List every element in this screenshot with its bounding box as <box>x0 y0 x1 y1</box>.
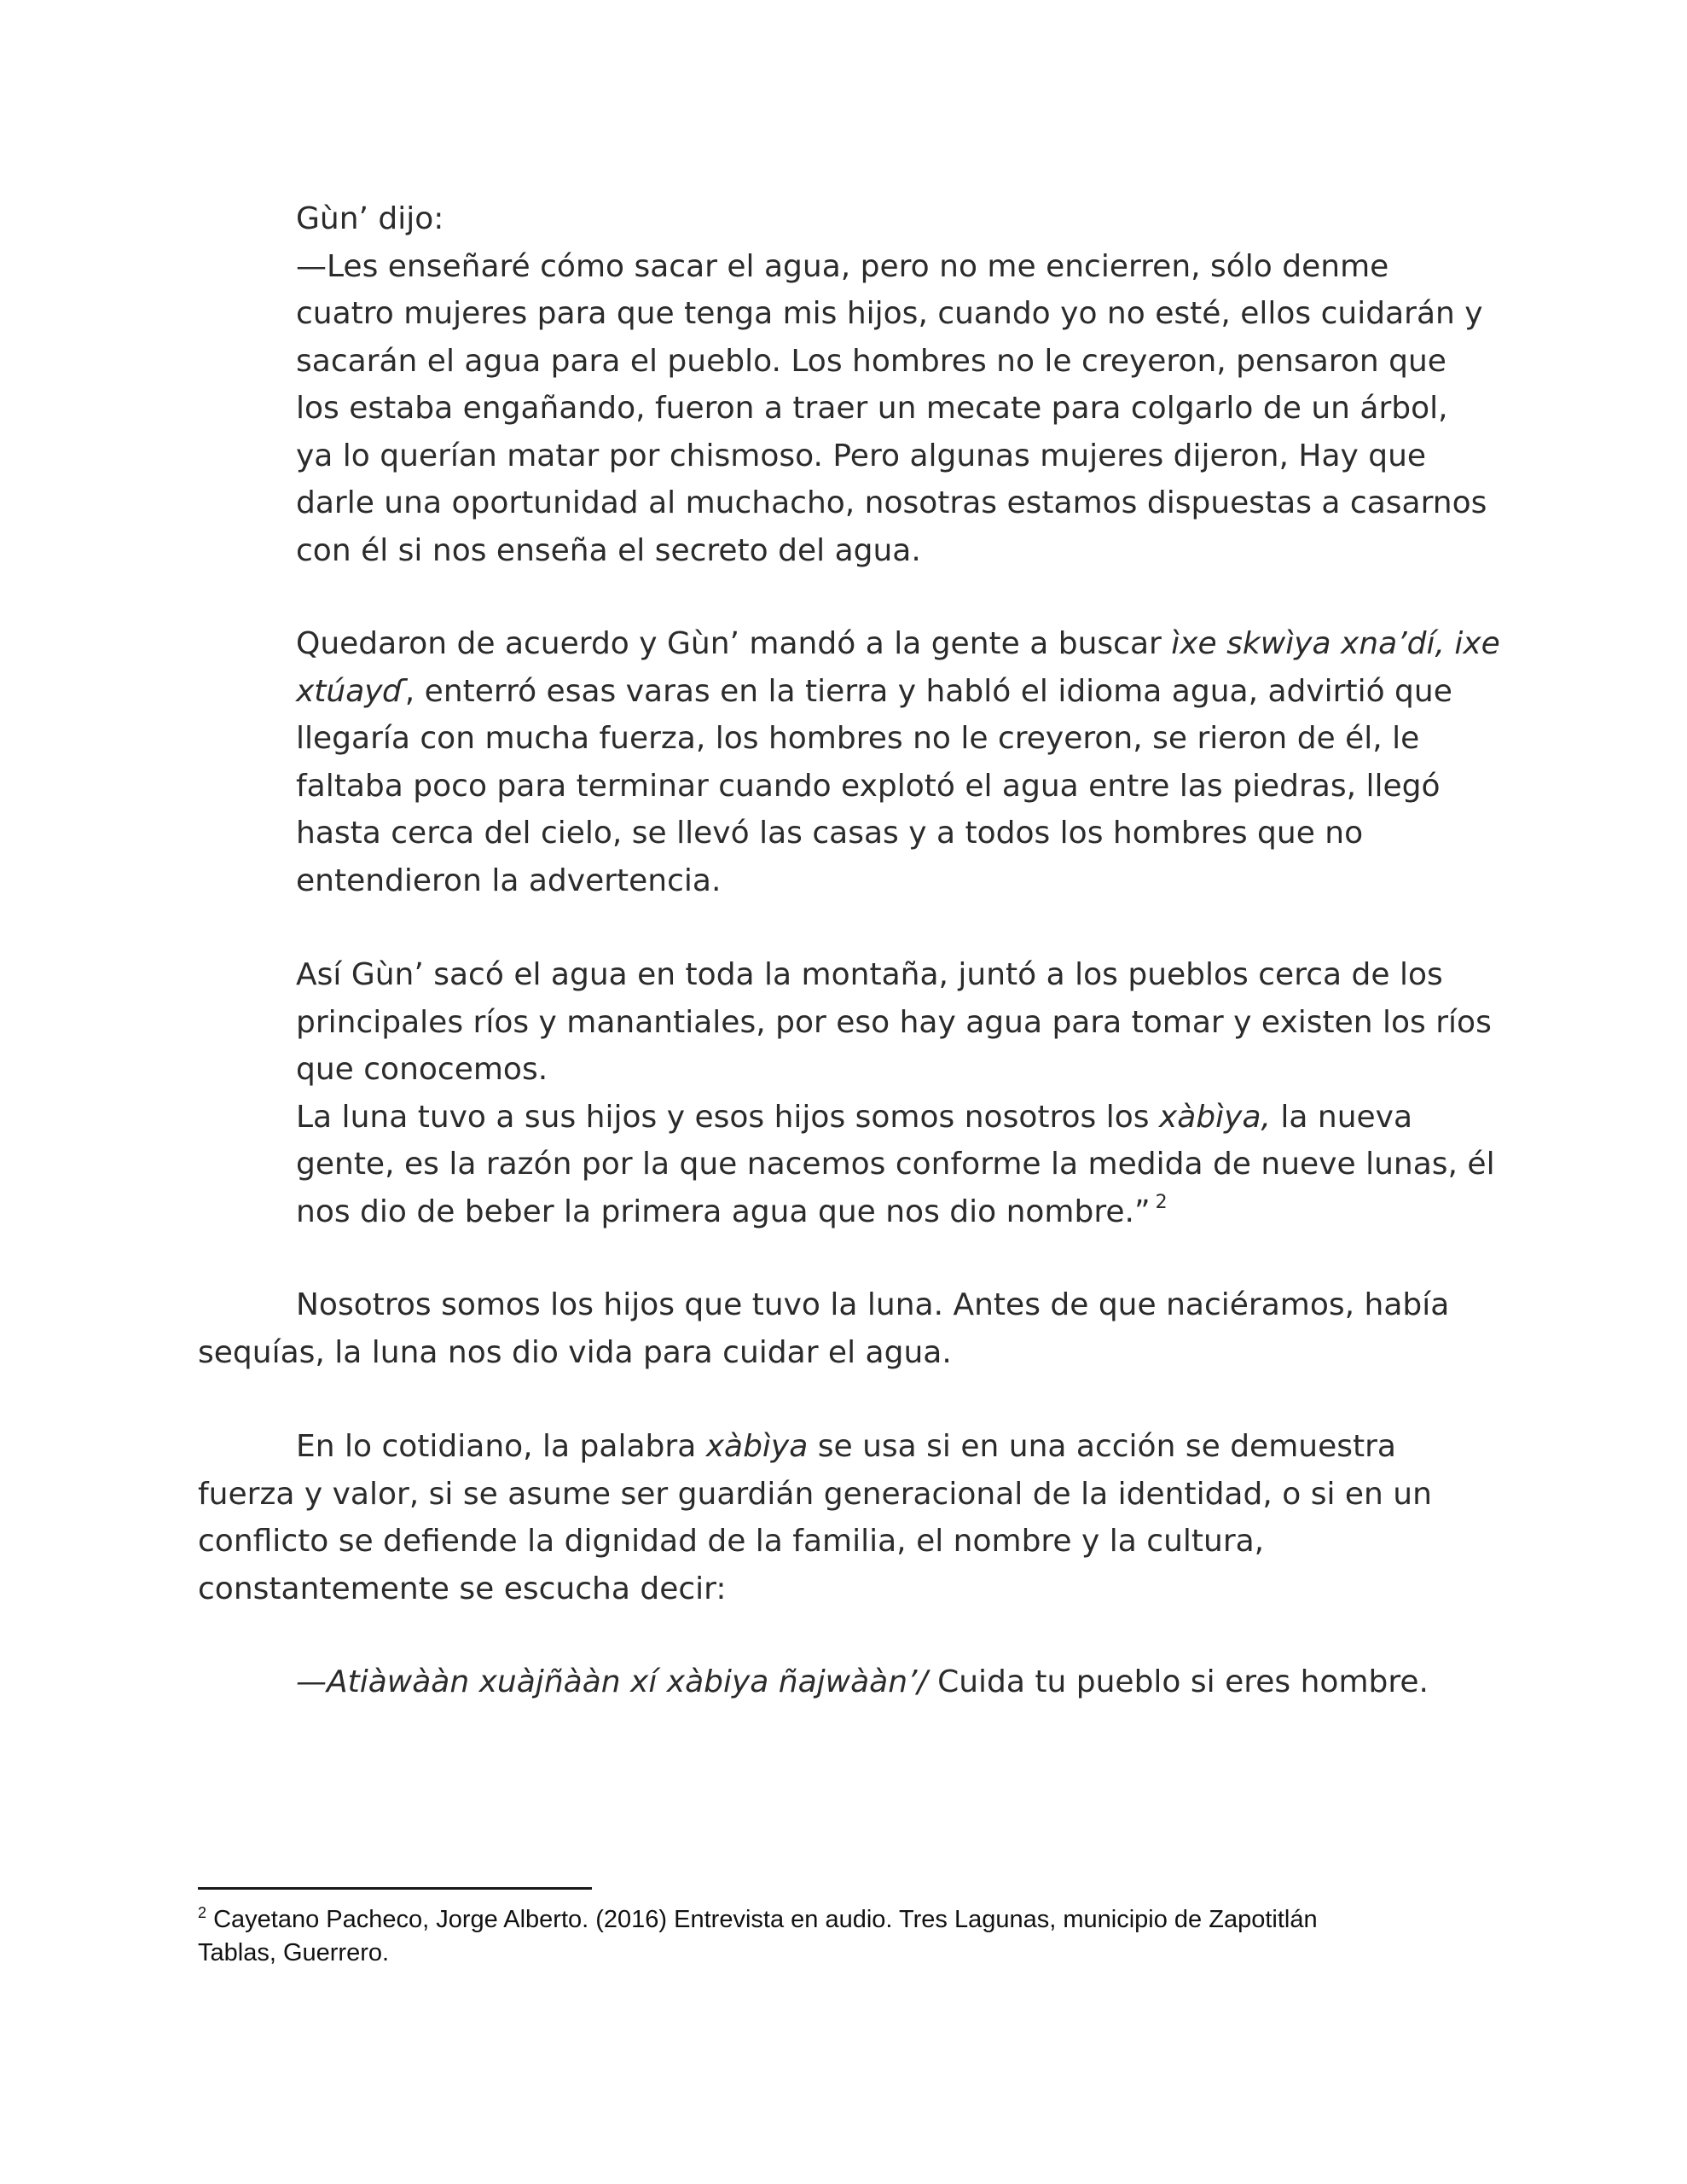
text-run: se usa si en una acción se demuestra <box>808 1429 1396 1464</box>
text-line <box>296 1188 1495 1240</box>
text-line: cuatro mujeres para que tenga mis hijos, cuando yo no esté, ellos cuidarán y <box>296 296 1483 331</box>
text-line: principales ríos y manantiales, por eso hay agua para tomar y existen los ríos <box>296 1004 1492 1040</box>
footnote-separator <box>198 1887 592 1890</box>
text-run: La luna tuvo a sus hijos y esos hijos somos nosotros los <box>296 1099 1159 1135</box>
text-line <box>296 620 1500 668</box>
saying-line <box>296 1658 1429 1706</box>
text-run: la nueva <box>1270 1099 1413 1135</box>
text-line: constantemente se escucha decir: <box>198 1571 727 1606</box>
text-line: que conocemos. <box>296 1052 548 1087</box>
text-line: los estaba engañando, fueron a traer un mecate para colgarlo de un árbol, <box>296 391 1448 426</box>
text-run: En lo cotidiano, la palabra <box>296 1429 706 1464</box>
text-line: hasta cerca del cielo, se llevó las casas y a todos los hombres que no <box>296 816 1364 851</box>
text-line: fuerza y valor, si se asume ser guardián generacional de la identidad, o si en un <box>198 1476 1432 1512</box>
italic-term: xàbìya, <box>1158 1099 1271 1135</box>
text-run: nos dio de beber la primera agua que nos dio nombre.” <box>296 1194 1151 1229</box>
text-line: llegaría con mucha fuerza, los hombres no le creyeron, se rieron de él, le <box>296 721 1420 756</box>
text-line: Gùn’ dijo: <box>296 201 444 236</box>
text-line <box>296 668 1500 716</box>
text-line: Nosotros somos los hijos que tuvo la luna. Antes de que naciéramos, había <box>296 1287 1450 1322</box>
italic-term: xtúayɗ <box>296 673 405 709</box>
text-run: Cuida tu pueblo si eres hombre. <box>927 1664 1429 1699</box>
text-line: entendieron la advertencia. <box>296 863 722 898</box>
footnote <box>198 1904 1318 1968</box>
italic-term: —Atiàwààn xuàjñààn xí xàbiya ñajwààn’/ <box>296 1664 928 1699</box>
text-line <box>296 1658 1429 1706</box>
footnote-text: Cayetano Pacheco, Jorge Alberto. (2016) Entrevista en audio. Tres Lagunas, municipio de Zapotitlán <box>206 1906 1318 1933</box>
quote-paragraph-3 <box>296 951 1495 1240</box>
footnote-number: 2 <box>198 1904 207 1921</box>
text-line: conflicto se defiende la dignidad de la familia, el nombre y la cultura, <box>198 1524 1265 1559</box>
quote-paragraph-2 <box>296 620 1500 904</box>
text-line: ya lo querían matar por chismoso. Pero algunas mujeres dijeron, Hay que <box>296 438 1427 473</box>
text-line: gente, es la razón por la que nacemos conforme la medida de nueve lunas, él <box>296 1147 1495 1182</box>
italic-term: xàbìya <box>705 1429 809 1464</box>
footnote-line <box>198 1904 1318 1937</box>
text-line: darle una oportunidad al muchacho, nosotras estamos dispuestas a casarnos <box>296 485 1487 520</box>
footnote-line: Tablas, Guerrero. <box>198 1939 390 1966</box>
footnote-reference[interactable]: 2 <box>1155 1191 1168 1213</box>
body-paragraph-5 <box>198 1423 1432 1612</box>
text-line <box>198 1423 1432 1471</box>
text-line: —Les enseñaré cómo sacar el agua, pero no me encierren, sólo denme <box>296 248 1389 284</box>
text-line: Así Gùn’ sacó el agua en toda la montaña, juntó a los pueblos cerca de los <box>296 957 1443 992</box>
text-line: sequías, la luna nos dio vida para cuidar el agua. <box>198 1334 952 1370</box>
italic-term: ìxe skwìya xna’dí, ixe <box>1171 626 1500 661</box>
text-line: con él si nos enseña el secreto del agua. <box>296 532 921 568</box>
text-line: faltaba poco para terminar cuando explotó el agua entre las piedras, llegó <box>296 768 1441 804</box>
text-line: sacarán el agua para el pueblo. Los hombres no le creyeron, pensaron que <box>296 343 1446 379</box>
quote-paragraph-1 <box>296 195 1487 574</box>
text-run: Quedaron de acuerdo y Gùn’ mandó a la gente a buscar <box>296 626 1172 661</box>
text-run: , enterró esas varas en la tierra y habló el idioma agua, advirtió que <box>404 673 1452 709</box>
text-line <box>296 1094 1495 1141</box>
body-paragraph-4 <box>198 1281 1449 1376</box>
